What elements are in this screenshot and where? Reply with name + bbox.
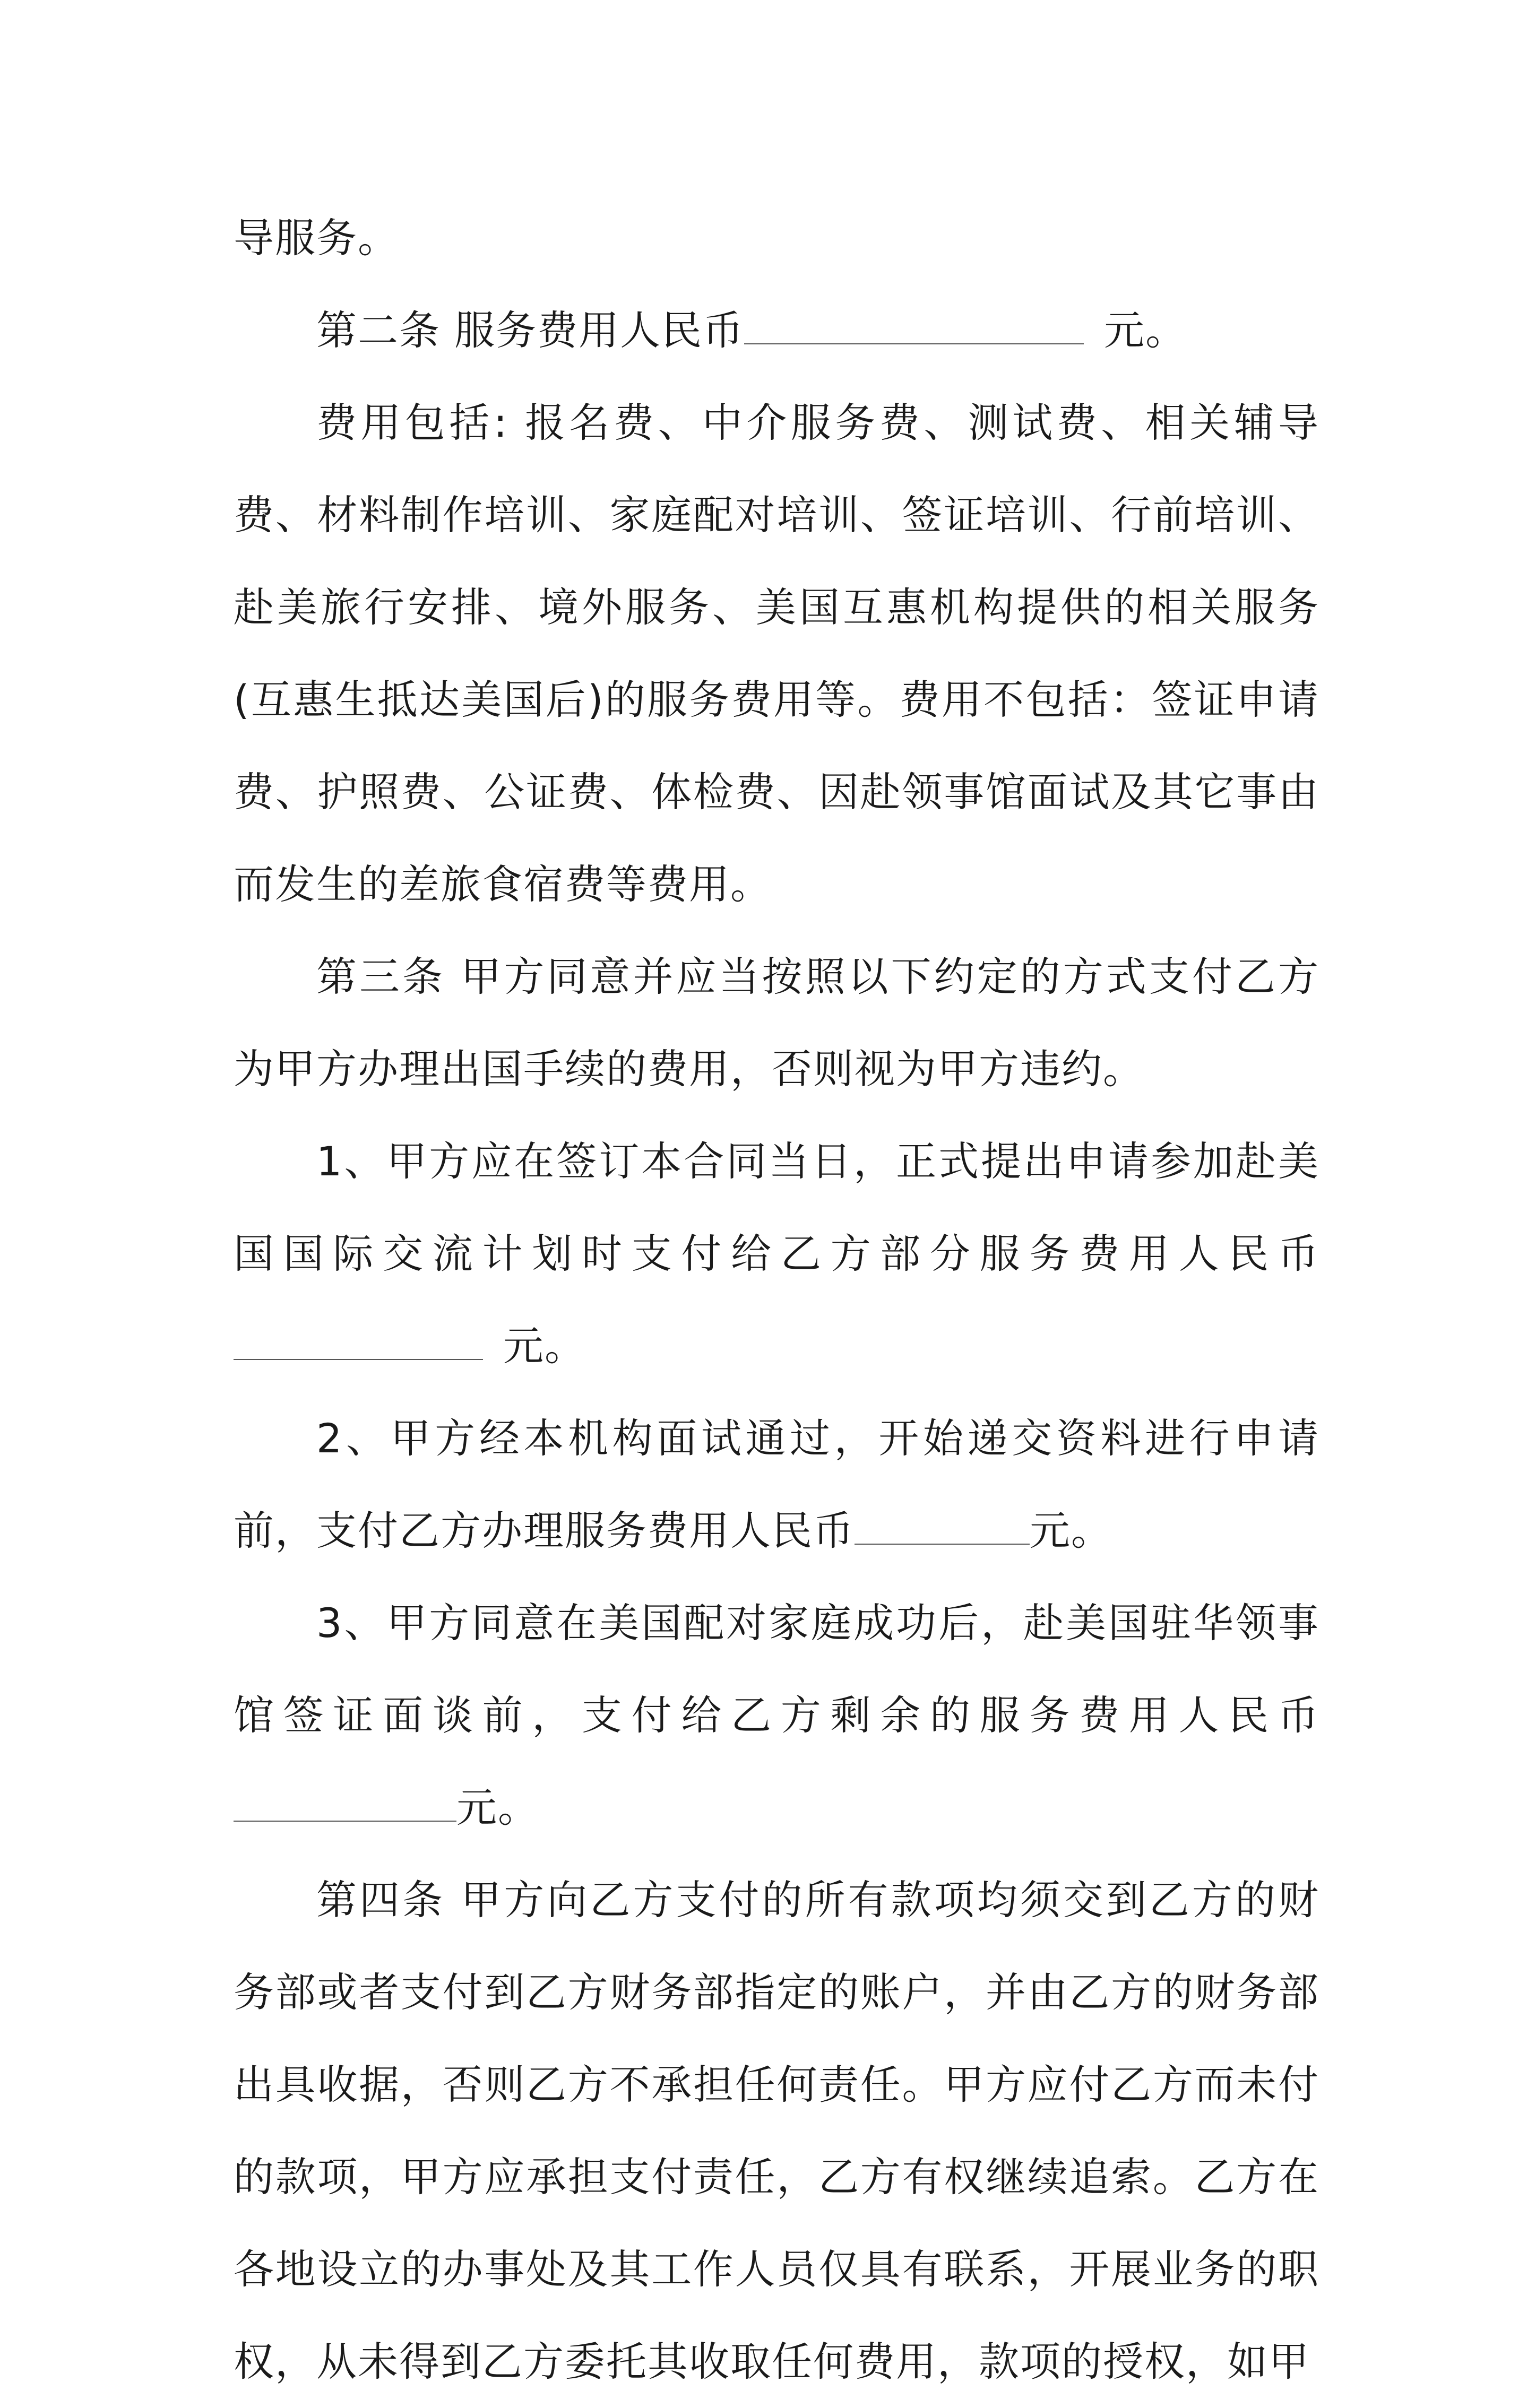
paragraph-continuation (234, 192, 1319, 284)
paragraph-text: 导服务。 (234, 214, 399, 262)
payment-item-3 (234, 1577, 1319, 1854)
blank-fill-line (234, 1322, 483, 1360)
paragraph-text: 元。 (1104, 307, 1187, 354)
paragraph-text: 元。 (503, 1322, 586, 1370)
paragraph-text: 第二条 服务费用人民币 (316, 307, 745, 354)
payment-item-1 (234, 1115, 1319, 1392)
paragraph-text: 1、甲方应在签订本合同当日，正式提出申请参加赴美国国际交流计划时支付给乙方部分服务费用人民币 (234, 1138, 1319, 1277)
blank-fill-line (744, 306, 1084, 344)
paragraph-text: 第四条 甲方向乙方支付的所有款项均须交到乙方的财务部或者支付到乙方财务部指定的账户，并由乙方的财务部出具收据，否则乙方不承担任何责任。甲方应付乙方而未付的款项，甲方应承担支付责任，乙方有权继续追索。乙方在各地设立的办事处及其工作人员仅具有联系，开展业务的职权，从未得到乙方委托其收取任何费用，款项的授权，如甲 (234, 1876, 1319, 2385)
paragraph-text: 3、甲方同意在美国配对家庭成功后，赴美国驻华领事馆签证面谈前，支付给乙方剩余的服务费用人民币 (234, 1599, 1319, 1739)
blank-fill-line (234, 1783, 456, 1822)
article-3-paragraph (234, 931, 1319, 1115)
paragraph-text: 元。 (456, 1784, 539, 1831)
blank-fill-line (855, 1506, 1030, 1545)
article-2-paragraph (234, 284, 1319, 377)
paragraph-text: 第三条 甲方同意并应当按照以下约定的方式支付乙方为甲方办理出国手续的费用，否则视为甲方违约。 (234, 953, 1319, 1093)
paragraph-text: 2、甲方经本机构面试通过，开始递交资料进行申请前，支付乙方办理服务费用人民币 (234, 1415, 1319, 1554)
paragraph-text: 元。 (1030, 1507, 1112, 1554)
fee-details-paragraph (234, 377, 1319, 931)
document-body (234, 192, 1319, 2408)
paragraph-text: 费用包括: 报名费、中介服务费、测试费、相关辅导费、材料制作培训、家庭配对培训、签证培训、行前培训、赴美旅行安排、境外服务、美国互惠机构提供的相关服务(互惠生抵达美国后)的服务费用等。费用不包括：签证申请费、护照费、公证费、体检费、因赴领事馆面试及其它事由而发生的差旅食宿费等费用。 (234, 399, 1319, 908)
payment-item-2 (234, 1392, 1319, 1577)
article-4-paragraph (234, 1854, 1319, 2408)
